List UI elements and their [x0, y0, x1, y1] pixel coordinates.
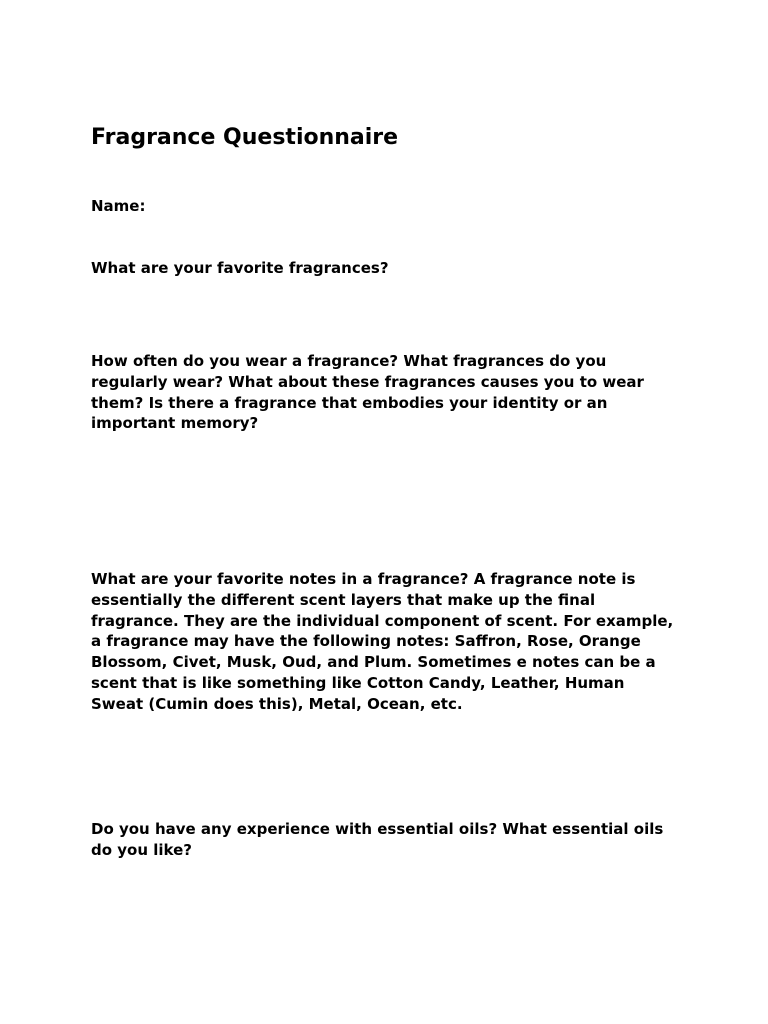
question-line: essentially the different scent layers that make up the final	[91, 590, 596, 609]
name-label	[91, 196, 691, 217]
question-line: regularly wear? What about these fragrances causes you to wear	[91, 372, 644, 391]
question-line: them? Is there a fragrance that embodies your identity or an	[91, 393, 608, 412]
question-line: do you like?	[91, 840, 192, 859]
question-line: How often do you wear a fragrance? What fragrances do you	[91, 352, 607, 370]
question-essential-oils	[91, 819, 691, 861]
question-line: fragrance. They are the individual component of scent. For example,	[91, 611, 674, 630]
name-label-text: Name:	[91, 197, 146, 215]
question-line: Do you have any experience with essential oils? What essential oils	[91, 820, 664, 838]
question-line: a fragrance may have the following notes: Saffron, Rose, Orange	[91, 632, 641, 651]
question-line: Blossom, Civet, Musk, Oud, and Plum. Sometimes e notes can be a	[91, 653, 656, 672]
question-favorite-fragrances	[91, 258, 691, 279]
question-line: What are your favorite notes in a fragrance? A fragrance note is	[91, 570, 636, 588]
question-favorite-notes	[91, 569, 691, 715]
question-wear-frequency	[91, 351, 691, 434]
question-line: Sweat (Cumin does this), Metal, Ocean, etc.	[91, 694, 463, 713]
question-line: important memory?	[91, 414, 259, 433]
question-line: scent that is like something like Cotton Candy, Leather, Human	[91, 673, 625, 692]
question-line: What are your favorite fragrances?	[91, 259, 389, 277]
document-title: Fragrance Questionnaire	[91, 125, 399, 150]
